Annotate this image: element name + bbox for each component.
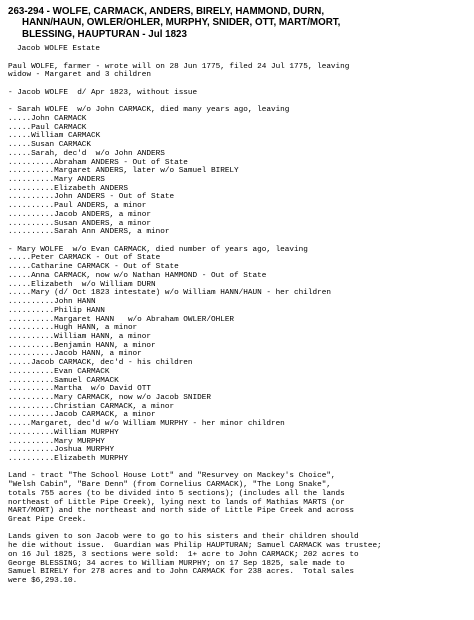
lineage-line: ..........Elizabeth MURPHY: [8, 455, 128, 463]
lineage-line: - Sarah WOLFE w/o John CARMACK, died many years ago, leaving: [8, 106, 290, 115]
estate-heading: Jacob WOLFE Estate: [17, 45, 101, 54]
text-line: were $6,293.10.: [8, 577, 78, 586]
lineage-line: ..........Margaret HANN w/o Abraham OWLER/OHLER: [8, 315, 235, 324]
lineage-line: .....Paul CARMACK: [8, 123, 87, 132]
text-line: he die without issue. Guardian was Philip HAUPTURAN; Samuel CARMACK was trustee;: [8, 542, 382, 551]
spacer: [8, 54, 466, 63]
text-line: Land - tract "The School House Lott" and "Resurvey on Mackey's Choice",: [8, 472, 336, 481]
lineage-line: .....Elizabeth w/o William DURN: [8, 280, 156, 289]
lineage-line: .....Sarah, dec'd w/o John ANDERS: [8, 149, 165, 158]
lineage-line: ..........Paul ANDERS, a minor: [8, 202, 147, 211]
lineage-line: ..........Jacob ANDERS, a minor: [8, 210, 152, 219]
lineage-line: .....Margaret, dec'd w/o William MURPHY - her minor children: [8, 420, 285, 429]
lineage-line: .....Anna CARMACK, now w/o Nathan HAMMOND - Out of State: [8, 271, 267, 280]
title-line: BLESSING, HAUPTURAN - Jul 1823: [22, 28, 187, 40]
lineage-line: .....Mary (d/ Oct 1823 intestate) w/o William HANN/HAUN - her children: [8, 289, 331, 298]
lineage-line: ..........William MURPHY: [8, 428, 119, 437]
text-line: widow - Margaret and 3 children: [8, 71, 152, 80]
paul-paragraph: [8, 63, 466, 80]
lineage-line: ..........Christian CARMACK, a minor: [8, 402, 175, 411]
text-line: Paul WOLFE, farmer - wrote will on 28 Jun 1775, filed 24 Jul 1775, leaving: [8, 62, 350, 71]
lineage-line: ..........Sarah Ann ANDERS, a minor: [8, 228, 170, 237]
lineage-line: .....William CARMACK: [8, 132, 101, 141]
lineage-line: - Mary WOLFE w/o Evan CARMACK, died number of years ago, leaving: [8, 245, 308, 254]
lineage-line: .....Jacob CARMACK, dec'd - his children: [8, 359, 193, 368]
lineage-line: ..........Abraham ANDERS - Out of State: [8, 158, 188, 167]
lineage-line: .....John CARMACK: [8, 114, 87, 123]
lineage-line: ..........Jacob HANN, a minor: [8, 350, 142, 359]
lineage-line: ..........John HANN: [8, 298, 96, 307]
lineage-line: ..........Martha w/o David OTT: [8, 385, 152, 394]
lineage-line: ..........Benjamin HANN, a minor: [8, 341, 156, 350]
lineage-line: ..........Mary CARMACK, now w/o Jacob SNIDER: [8, 393, 211, 402]
jacob-line: - Jacob WOLFE d/ Apr 1823, without issue: [8, 88, 198, 97]
document-title: [8, 6, 466, 40]
lineage-line: ..........Philip HANN: [8, 306, 105, 315]
lineage-line: ..........William HANN, a minor: [8, 332, 152, 341]
lineage-line: ..........John ANDERS - Out of State: [8, 193, 175, 202]
lineage-line: ..........Mary ANDERS: [8, 176, 105, 184]
lineage-line: .....Catharine CARMACK - Out of State: [8, 263, 179, 272]
lineage-line: ..........Margaret ANDERS, later w/o Samuel BIRELY: [8, 167, 239, 176]
text-line: Lands given to son Jacob were to go to his sisters and their children should: [8, 533, 359, 542]
lineage-line: ..........Evan CARMACK: [8, 367, 110, 376]
text-line: Great Pipe Creek.: [8, 516, 87, 525]
lineage-line: ..........Hugh HANN, a minor: [8, 324, 138, 333]
mary-lineage: [8, 246, 466, 464]
text-line: MART/MORT) and the northeast and north side of Little Pipe Creek and across: [8, 507, 354, 516]
lineage-line: .....Peter CARMACK - Out of State: [8, 254, 161, 263]
sarah-lineage: [8, 106, 466, 237]
lineage-line: .....Susan CARMACK: [8, 141, 92, 150]
text-line: northeast of Little Pipe Creek), lying next to lands of Mathias MARTS (or: [8, 498, 345, 507]
lineage-line: ..........Mary MURPHY: [8, 437, 105, 446]
text-line: George BLESSING; 34 acres to William MURPHY; on 17 Sep 1825, sale made to: [8, 559, 345, 568]
spacer: [8, 98, 466, 107]
lineage-line: ..........Samuel CARMACK: [8, 376, 119, 385]
spacer: [8, 80, 466, 89]
lineage-line: ..........Elizabeth ANDERS: [8, 184, 128, 193]
spacer: [8, 237, 466, 246]
lineage-line: ..........Susan ANDERS, a minor: [8, 219, 152, 228]
text-line: on 16 Jul 1825, 3 sections were sold: 1+ acre to John CARMACK; 202 acres to: [8, 550, 359, 559]
lands-given-paragraph: [8, 533, 466, 585]
lineage-line: ..........Jacob CARMACK, a minor: [8, 411, 156, 420]
land-paragraph: [8, 472, 466, 524]
text-line: Samuel BIRELY for 278 acres and to John CARMACK for 238 acres. Total sales: [8, 568, 354, 577]
text-line: "Welsh Cabin", "Bare Denn" (from Cornelius CARMACK), "The Long Snake",: [8, 481, 331, 490]
text-line: totals 755 acres (to be divided into 5 sections); (includes all the lands: [8, 489, 345, 498]
spacer: [8, 525, 466, 534]
title-line: 263-294 - WOLFE, CARMACK, ANDERS, BIRELY, HAMMOND, DURN,: [8, 6, 325, 17]
spacer: [8, 464, 466, 473]
document-body: [8, 45, 466, 586]
title-line: HANN/HAUN, OWLER/OHLER, MURPHY, SNIDER, OTT, MART/MORT,: [22, 17, 341, 29]
lineage-line: ..........Joshua MURPHY: [8, 446, 115, 455]
